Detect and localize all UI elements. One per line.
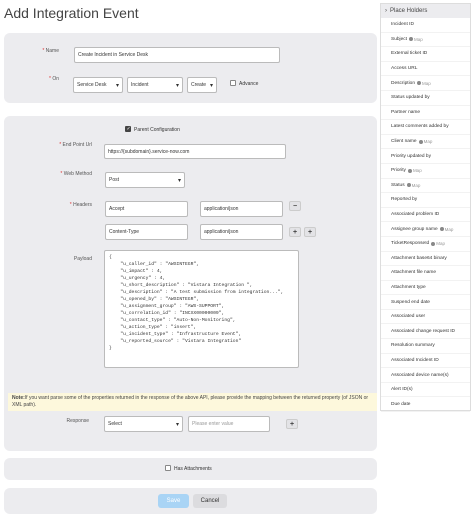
map-indicator-icon [417,81,421,85]
placeholder-item[interactable] [381,368,470,383]
advance-checkbox[interactable] [230,80,236,86]
on-action-select[interactable]: Create ▾ [187,77,217,93]
placeholder-item-label: Attachment type [391,284,426,290]
placeholder-item[interactable] [381,193,470,208]
map-indicator-icon [419,140,423,144]
payload-textarea[interactable]: { "u_caller_id" : "AWSINTEGR", "u_impact" : 4, "u_urgency" : 4, "u_short_description" : "Vistara Integration ", "u_description" : "A test submission from integration...", "u_opened_by" : "AWSINTEGR", "u_assignment_group" : "AWS-SUPPORT", "u_correlation_id" : "INCXX00000009", "u_contact_type" : "Auto-Non-Monitoring", "u_action_type" : "insert", "u_incident_type" : "Infrastructure Event", "u_reported_source" : "Vistara Integration" } [104,250,299,368]
add-header-button[interactable]: + [304,227,316,237]
placeholder-item-label: Latest comments added by [391,124,449,130]
placeholder-item-label: Associated change request ID [391,328,455,334]
placeholder-item[interactable] [381,91,470,106]
placeholder-item-label: Associated user [391,314,426,320]
placeholder-item-label: Incident ID [391,22,414,28]
has-attachments-checkbox[interactable] [165,465,171,471]
map-tag: Map [412,168,422,174]
placeholder-item[interactable] [381,237,470,252]
placeholder-item-label: Resolution summary [391,343,435,349]
placeholder-item-label: Suspend end date [391,299,430,305]
configuration-panel [4,116,377,451]
placeholder-item-label: Client name [391,139,417,145]
placeholder-item[interactable] [381,383,470,398]
header-value-input[interactable]: application/json [200,201,283,217]
placeholder-item-label: TicketResponseId [391,241,430,247]
endpoint-input[interactable]: https://{subdomain}.service-now.com [104,144,286,159]
on-label: * On [48,76,59,82]
placeholder-item[interactable] [381,339,470,354]
placeholder-item[interactable] [381,62,470,77]
map-tag: Map [444,226,454,232]
basic-info-panel [4,33,377,103]
placeholder-item-label: Status [391,182,405,188]
name-input[interactable]: Create Incident in Service Desk [74,47,280,63]
page-title: Add Integration Event [4,5,139,21]
advance-label: Advance [239,81,259,87]
mapping-note: Note:If you want parse some of the properties returned in the response of the above API, please provide the mapping between the returned property (of JSON or XML path). [8,393,377,411]
placeholder-item[interactable] [381,120,470,135]
placeholder-item-label: Assignee group name [391,226,438,232]
map-tag: Map [436,241,445,247]
placeholder-item[interactable] [381,149,470,164]
parent-config-label: Parent Configuration [134,127,180,133]
on-entity-select[interactable]: Incident ▾ [127,77,183,93]
placeholder-item[interactable] [381,179,470,194]
placeholder-item[interactable] [381,310,470,325]
placeholder-item-label: Due date [391,401,411,407]
response-select[interactable]: Select ▾ [104,416,183,432]
placeholders-sidebar [380,3,471,411]
placeholder-item[interactable] [381,266,470,281]
map-indicator-icon [408,169,412,173]
map-tag: Map [411,182,421,188]
placeholders-list [381,18,470,412]
method-label: * Web Method [60,171,92,177]
name-label: * Name [42,48,59,54]
placeholder-item[interactable] [381,33,470,48]
placeholders-title: Place Holders [390,8,428,14]
map-tag: Map [423,139,433,145]
placeholder-item[interactable] [381,106,470,121]
placeholders-header[interactable] [381,4,470,18]
placeholder-item-label: Reported by [391,197,418,203]
placeholder-item[interactable] [381,354,470,369]
placeholder-item-label: Access URL [391,66,418,72]
placeholder-item[interactable] [381,222,470,237]
placeholder-item-label: Associated Incident ID [391,357,439,363]
payload-label: Payload [73,256,92,262]
attachments-panel [4,458,377,480]
has-attachments-label: Has Attachments [174,466,212,472]
add-header-button[interactable]: + [289,227,301,237]
add-response-button[interactable]: + [286,419,298,429]
map-indicator-icon [440,227,444,231]
cancel-button[interactable]: Cancel [193,494,227,508]
parent-config-checkbox[interactable] [125,126,131,132]
map-tag: Map [414,36,423,42]
header-value-input[interactable]: application/json [200,224,283,240]
header-key-input[interactable]: Accept [105,201,188,217]
placeholder-item-label: External ticket ID [391,51,428,57]
placeholder-item-label: Partner name [391,109,421,115]
placeholder-item-label: Attachment file name [391,270,437,276]
headers-label: * Headers [69,202,92,208]
actions-panel [4,488,377,514]
placeholder-item-label: Attachment base64 binary [391,255,447,261]
placeholder-item-label: Associated device name(s) [391,372,449,378]
map-indicator-icon [409,37,413,41]
chevron-right-icon: › [385,8,387,14]
remove-header-button[interactable]: − [289,201,301,211]
response-label: Response [66,418,89,424]
placeholder-item[interactable] [381,135,470,150]
map-tag: Map [422,80,431,86]
response-value-input[interactable]: Please enter value [188,416,270,432]
map-indicator-icon [407,183,411,187]
placeholder-item-label: Alert ID(s) [391,387,413,393]
header-key-input[interactable]: Content-Type [105,224,188,240]
placeholder-item[interactable] [381,281,470,296]
placeholder-item[interactable] [381,324,470,339]
placeholder-item-label: Associated problem ID [391,212,440,218]
placeholder-item-label: Priority [391,168,406,174]
method-select[interactable]: Post ▾ [105,172,185,188]
placeholder-item[interactable] [381,47,470,62]
on-module-select[interactable]: Service Desk ▾ [73,77,123,93]
placeholder-item[interactable] [381,18,470,33]
endpoint-label: * End Point Url [59,142,92,148]
placeholder-item-label: Description [391,80,415,86]
placeholder-item[interactable] [381,397,470,412]
placeholder-item[interactable] [381,76,470,91]
placeholder-item-label: Priority updated by [391,153,431,159]
placeholder-item[interactable] [381,252,470,267]
save-button[interactable]: Save [158,494,189,508]
placeholder-item[interactable] [381,164,470,179]
map-indicator-icon [431,242,435,246]
placeholder-item-label: Status updated by [391,95,430,101]
placeholder-item[interactable] [381,295,470,310]
placeholder-item[interactable] [381,208,470,223]
placeholder-item-label: Subject [391,36,407,42]
